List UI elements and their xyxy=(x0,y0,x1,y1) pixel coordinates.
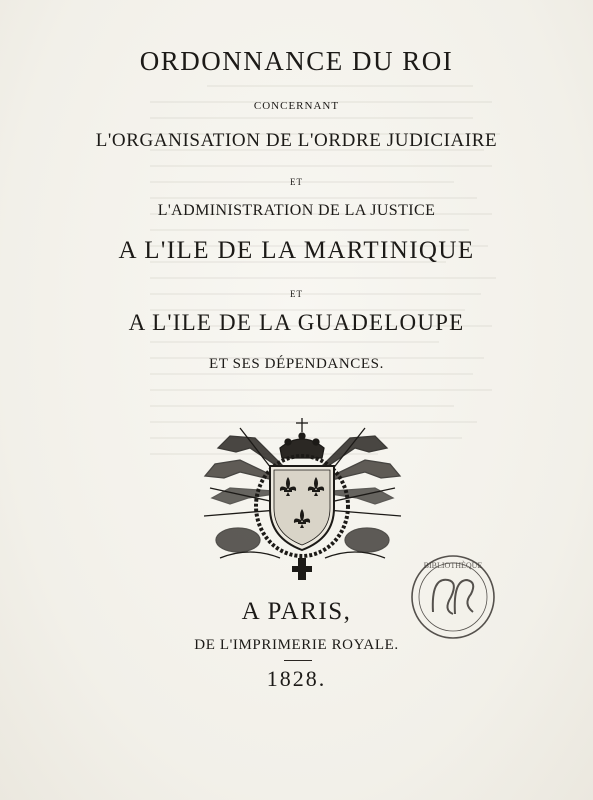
conjunction-et: ET xyxy=(290,177,303,187)
imprint-printer: DE L'IMPRIMERIE ROYALE. xyxy=(194,637,399,653)
library-stamp-icon xyxy=(403,552,503,642)
imprint-city: A PARIS, xyxy=(241,598,352,625)
subtitle-organisation: L'ORGANISATION DE L'ORDRE JUDICIAIRE xyxy=(95,130,498,151)
royal-arms-icon xyxy=(200,408,405,583)
conjunction-et-2: ET xyxy=(290,289,303,299)
document-title: ORDONNANCE DU ROI xyxy=(139,46,454,76)
imprint-year: 1828. xyxy=(266,666,327,691)
imprint-rule xyxy=(284,660,312,661)
subtitle-administration: L'ADMINISTRATION DE LA JUSTICE xyxy=(157,202,436,219)
concernant-label: CONCERNANT xyxy=(253,100,340,112)
heading-guadeloupe: A L'ILE DE LA GUADELOUPE xyxy=(128,310,465,335)
dependances-line: ET SES DÉPENDANCES. xyxy=(209,356,384,372)
stamp-text: BIBLIOTHÈQUE xyxy=(423,561,483,570)
heading-martinique: A L'ILE DE LA MARTINIQUE xyxy=(118,237,475,264)
